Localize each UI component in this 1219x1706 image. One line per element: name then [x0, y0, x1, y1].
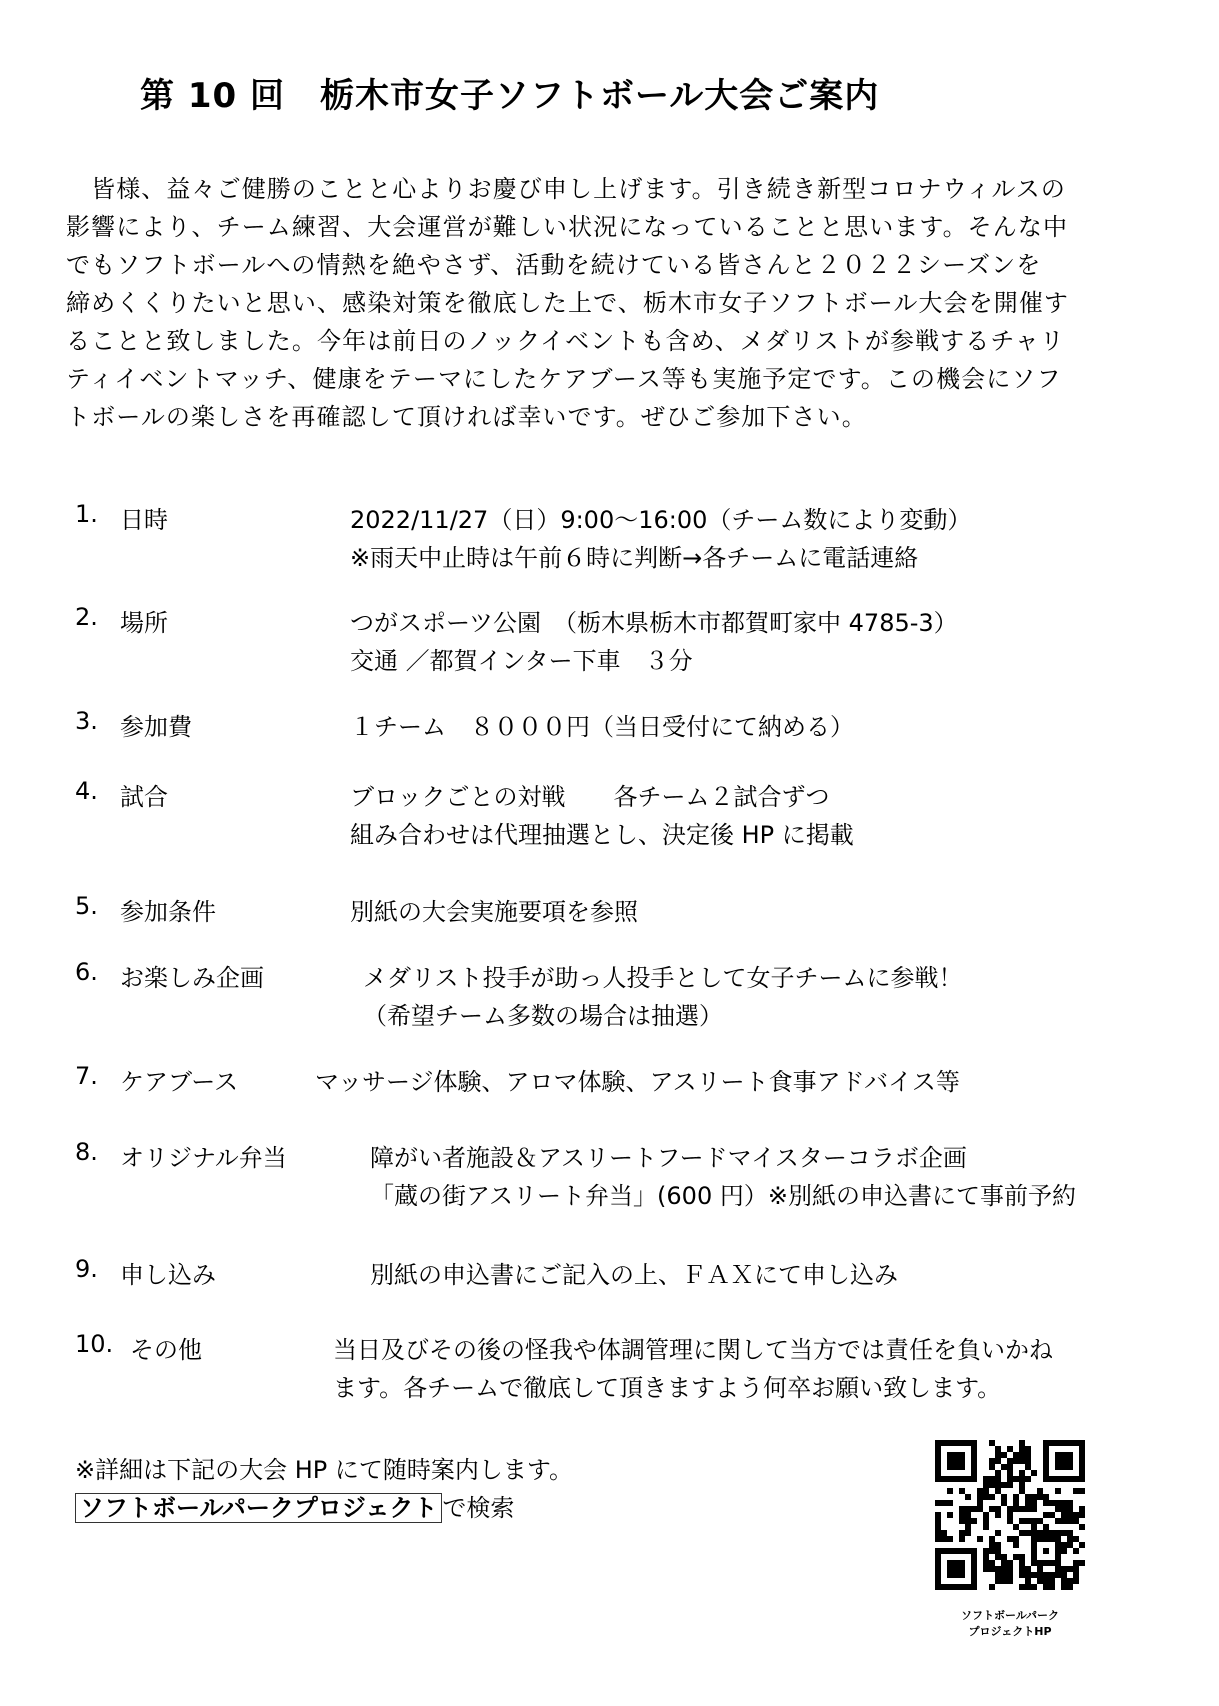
- item-number: 1.: [75, 500, 98, 528]
- item-number: 4.: [75, 777, 98, 805]
- item-value: 別紙の申込書にご記入の上、ＦＡＸにて申し込み: [370, 1261, 898, 1289]
- item-value-line2: 「蔵の街アスリート弁当」(600 円）※別紙の申込書にて事前予約: [370, 1182, 1076, 1210]
- item-value-line2: （希望チーム多数の場合は抽選）: [363, 1002, 723, 1030]
- item-number: 8.: [75, 1138, 98, 1166]
- item-number: 10.: [75, 1330, 114, 1358]
- item-label: 場所: [120, 609, 168, 637]
- item-label: お楽しみ企画: [120, 964, 264, 992]
- search-suffix: で検索: [442, 1494, 515, 1522]
- search-term-box: ソフトボールパークプロジェクト: [75, 1493, 442, 1523]
- item-value-line2: ※雨天中止時は午前６時に判断→各チームに電話連絡: [350, 544, 919, 572]
- item-value: 別紙の大会実施要項を参照: [350, 898, 638, 926]
- item-label: その他: [130, 1336, 202, 1364]
- item-value: つがスポーツ公園 （栃木県栃木市都賀町家中 4785-3）: [350, 609, 958, 637]
- intro-line: でもソフトボールへの情熱を絶やさず、活動を続けている皆さんと２０２２シーズンを: [66, 251, 1042, 279]
- item-value: マッサージ体験、アロマ体験、アスリート食事アドバイス等: [315, 1068, 960, 1096]
- intro-line: 皆様、益々ご健勝のことと心よりお慶び申し上げます。引き続き新型コロナウィルスの: [66, 175, 1066, 203]
- item-label: 参加条件: [120, 898, 216, 926]
- intro-line: トボールの楽しさを再確認して頂ければ幸いです。ぜひご参加下さい。: [66, 403, 867, 431]
- item-number: 3.: [75, 707, 98, 735]
- item-value: ブロックごとの対戦 各チーム２試合ずつ: [350, 783, 830, 811]
- item-value-line2: 組み合わせは代理抽選とし、決定後 HP に掲載: [350, 821, 854, 849]
- item-value-line2: 交通 ／都賀インター下車 ３分: [350, 647, 693, 675]
- intro-line: ることと致しました。今年は前日のノックイベントも含め、メダリストが参戦するチャリ: [66, 327, 1065, 355]
- footer-note: ※詳細は下記の大会 HP にて随時案内します。: [75, 1456, 573, 1484]
- item-label: 参加費: [120, 713, 192, 741]
- item-value: 当日及びその後の怪我や体調管理に関して当方では責任を負いかね: [333, 1336, 1053, 1364]
- item-label: オリジナル弁当: [120, 1144, 287, 1172]
- item-value: メダリスト投手が助っ人投手として女子チームに参戦！: [363, 964, 963, 992]
- item-number: 9.: [75, 1255, 98, 1283]
- item-number: 6.: [75, 958, 98, 986]
- qr-code-block: [935, 1440, 1085, 1640]
- qr-code[interactable]: [935, 1440, 1085, 1590]
- item-number: 5.: [75, 892, 98, 920]
- qr-caption-line1: ソフトボールパーク: [960, 1609, 1059, 1622]
- item-label: 申し込み: [120, 1261, 216, 1289]
- page-title: 第 10 回 栃木市女子ソフトボール大会ご案内: [140, 76, 880, 116]
- item-label: ケアブース: [120, 1068, 239, 1096]
- item-value-line2: ます。各チームで徹底して頂きますよう何卒お願い致します。: [333, 1374, 1002, 1402]
- footer-search: [75, 1488, 514, 1523]
- item-value: 2022/11/27（日）9:00～16:00（チーム数により変動）: [350, 506, 972, 534]
- item-value: 障がい者施設＆アスリートフードマイスターコラボ企画: [370, 1144, 967, 1172]
- item-label: 試合: [120, 783, 168, 811]
- qr-caption-line2: プロジェクトHP: [968, 1625, 1052, 1638]
- intro-line: 影響により、チーム練習、大会運営が難しい状況になっていることと思います。そんな中: [66, 213, 1069, 241]
- item-value: １チーム ８０００円（当日受付にて納める）: [350, 713, 854, 741]
- intro-line: 締めくくりたいと思い、感染対策を徹底した上で、栃木市女子ソフトボール大会を開催す: [66, 289, 1070, 317]
- item-number: 7.: [75, 1062, 98, 1090]
- item-number: 2.: [75, 603, 98, 631]
- item-label: 日時: [120, 506, 168, 534]
- intro-line: ティイベントマッチ、健康をテーマにしたケアブース等も実施予定です。この機会にソフ: [66, 365, 1062, 393]
- qr-caption: [935, 1608, 1085, 1640]
